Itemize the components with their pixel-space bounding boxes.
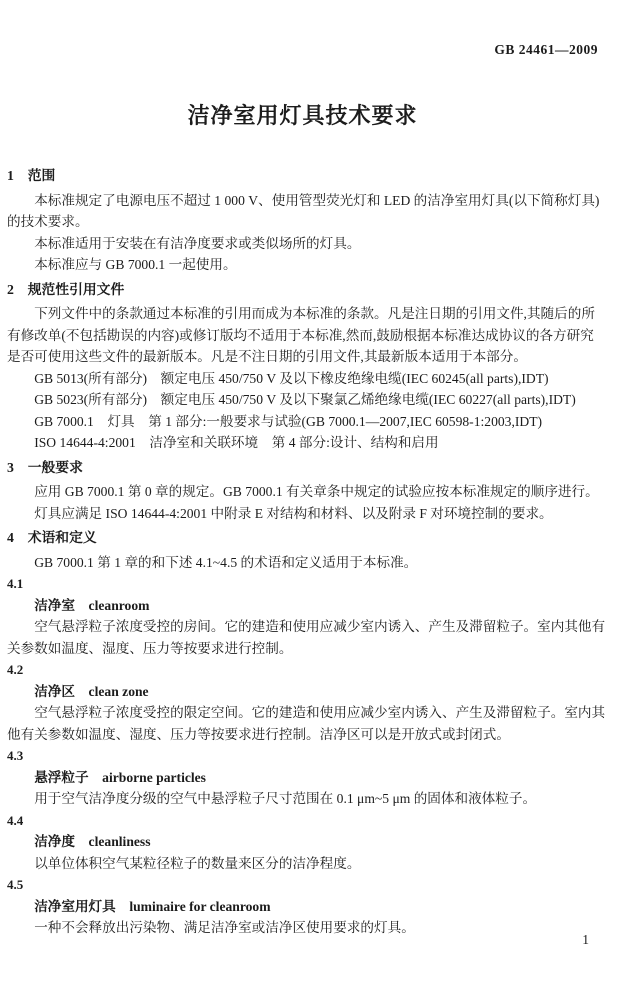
clause-number: 4.1: [7, 576, 24, 591]
paragraph-line: GB 5013(所有部分) 额定电压 450/750 V 及以下橡皮绝缘电缆(IEC 60245(all parts),IDT): [34, 370, 549, 386]
paragraph-line: 应用 GB 7000.1 第 0 章的规定。GB 7000.1 有关章条中规定的试验应按本标准规定的顺序进行。: [34, 484, 599, 499]
document-body: [7, 165, 606, 939]
paragraph-line: GB 7000.1 灯具 第 1 部分:一般要求与试验(GB 7000.1—2007,IEC 60598-1:2003,IDT): [34, 413, 543, 429]
paragraph-line: 是否可使用这些文件的最新版本。凡是不注日期的引用文件,其最新版本适用于本部分。: [7, 349, 527, 364]
paragraph-line: GB 5023(所有部分) 额定电压 450/750 V 及以下聚氯乙烯绝缘电缆(IEC 60227(all parts),IDT): [34, 392, 576, 407]
term-heading: 洁净室 cleanroom: [34, 597, 150, 613]
paragraph-line: 关参数如温度、湿度、压力等按要求进行控制。: [7, 640, 293, 656]
document-title: 洁净室用灯具技术要求: [187, 103, 418, 128]
page-number: 1: [582, 932, 589, 947]
clause-number: 4.3: [7, 748, 24, 763]
clause-number: 4.4: [7, 812, 24, 828]
section-heading: 2 规范性引用文件: [7, 281, 125, 297]
paragraph-line: 本标准适用于安装在有洁净度要求或类似场所的灯具。: [34, 235, 361, 251]
term-heading: 悬浮粒子 airborne particles: [34, 769, 206, 785]
paragraph-line: 以单位体积空气某粒径粒子的数量来区分的洁净程度。: [34, 855, 361, 871]
paragraph-line: 空气悬浮粒子浓度受控的限定空间。它的建造和使用应减少室内诱入、产生及滞留粒子。室内其: [34, 705, 606, 720]
paragraph-line: 空气悬浮粒子浓度受控的房间。它的建造和使用应减少室内诱入、产生及滞留粒子。室内其他有: [34, 619, 606, 634]
paragraph-line: GB 7000.1 第 1 章的和下述 4.1~4.5 的术语和定义适用于本标准。: [34, 554, 418, 570]
paragraph-line: 用于空气洁净度分级的空气中悬浮粒子尺寸范围在 0.1 μm~5 μm 的固体和液体粒子。: [34, 791, 537, 806]
standard-code: GB 24461—2009: [494, 42, 598, 57]
paragraph-line: 有修改单(不包括勘误的内容)或修订版均不适用于本标准,然而,鼓励根据本标准达成协议的各方研究: [7, 327, 594, 343]
section-heading: 4 术语和定义: [7, 530, 97, 545]
paragraph-line: 的技术要求。: [7, 214, 89, 229]
paragraph-line: 他有关参数如温度、湿度、压力等按要求进行控制。洁净区可以是开放式或封闭式。: [7, 726, 510, 742]
paragraph-line: 下列文件中的条款通过本标准的引用而成为本标准的条款。凡是注日期的引用文件,其随后的所: [34, 306, 595, 321]
paragraph-line: 灯具应满足 ISO 14644-4:2001 中附录 E 对结构和材料、以及附录 F 对环境控制的要求。: [34, 505, 553, 521]
clause-number: 4.5: [7, 877, 24, 892]
paragraph-line: ISO 14644-4:2001 洁净室和关联环境 第 4 部分:设计、结构和启用: [34, 435, 439, 450]
term-heading: 洁净区 clean zone: [34, 683, 149, 699]
paragraph-line: 本标准应与 GB 7000.1 一起使用。: [34, 257, 237, 272]
term-heading: 洁净度 cleanliness: [34, 834, 151, 849]
clause-number: 4.2: [7, 662, 24, 677]
term-heading: 洁净室用灯具 luminaire for cleanroom: [34, 898, 271, 914]
section-heading: 3 一般要求: [7, 459, 83, 475]
paragraph-line: 本标准规定了电源电压不超过 1 000 V、使用管型荧光灯和 LED 的洁净室用灯具(以下简称灯具): [34, 192, 600, 208]
paragraph-line: 一种不会释放出污染物、满足洁净室或洁净区使用要求的灯具。: [34, 920, 415, 935]
section-heading: 1 范围: [7, 168, 56, 183]
